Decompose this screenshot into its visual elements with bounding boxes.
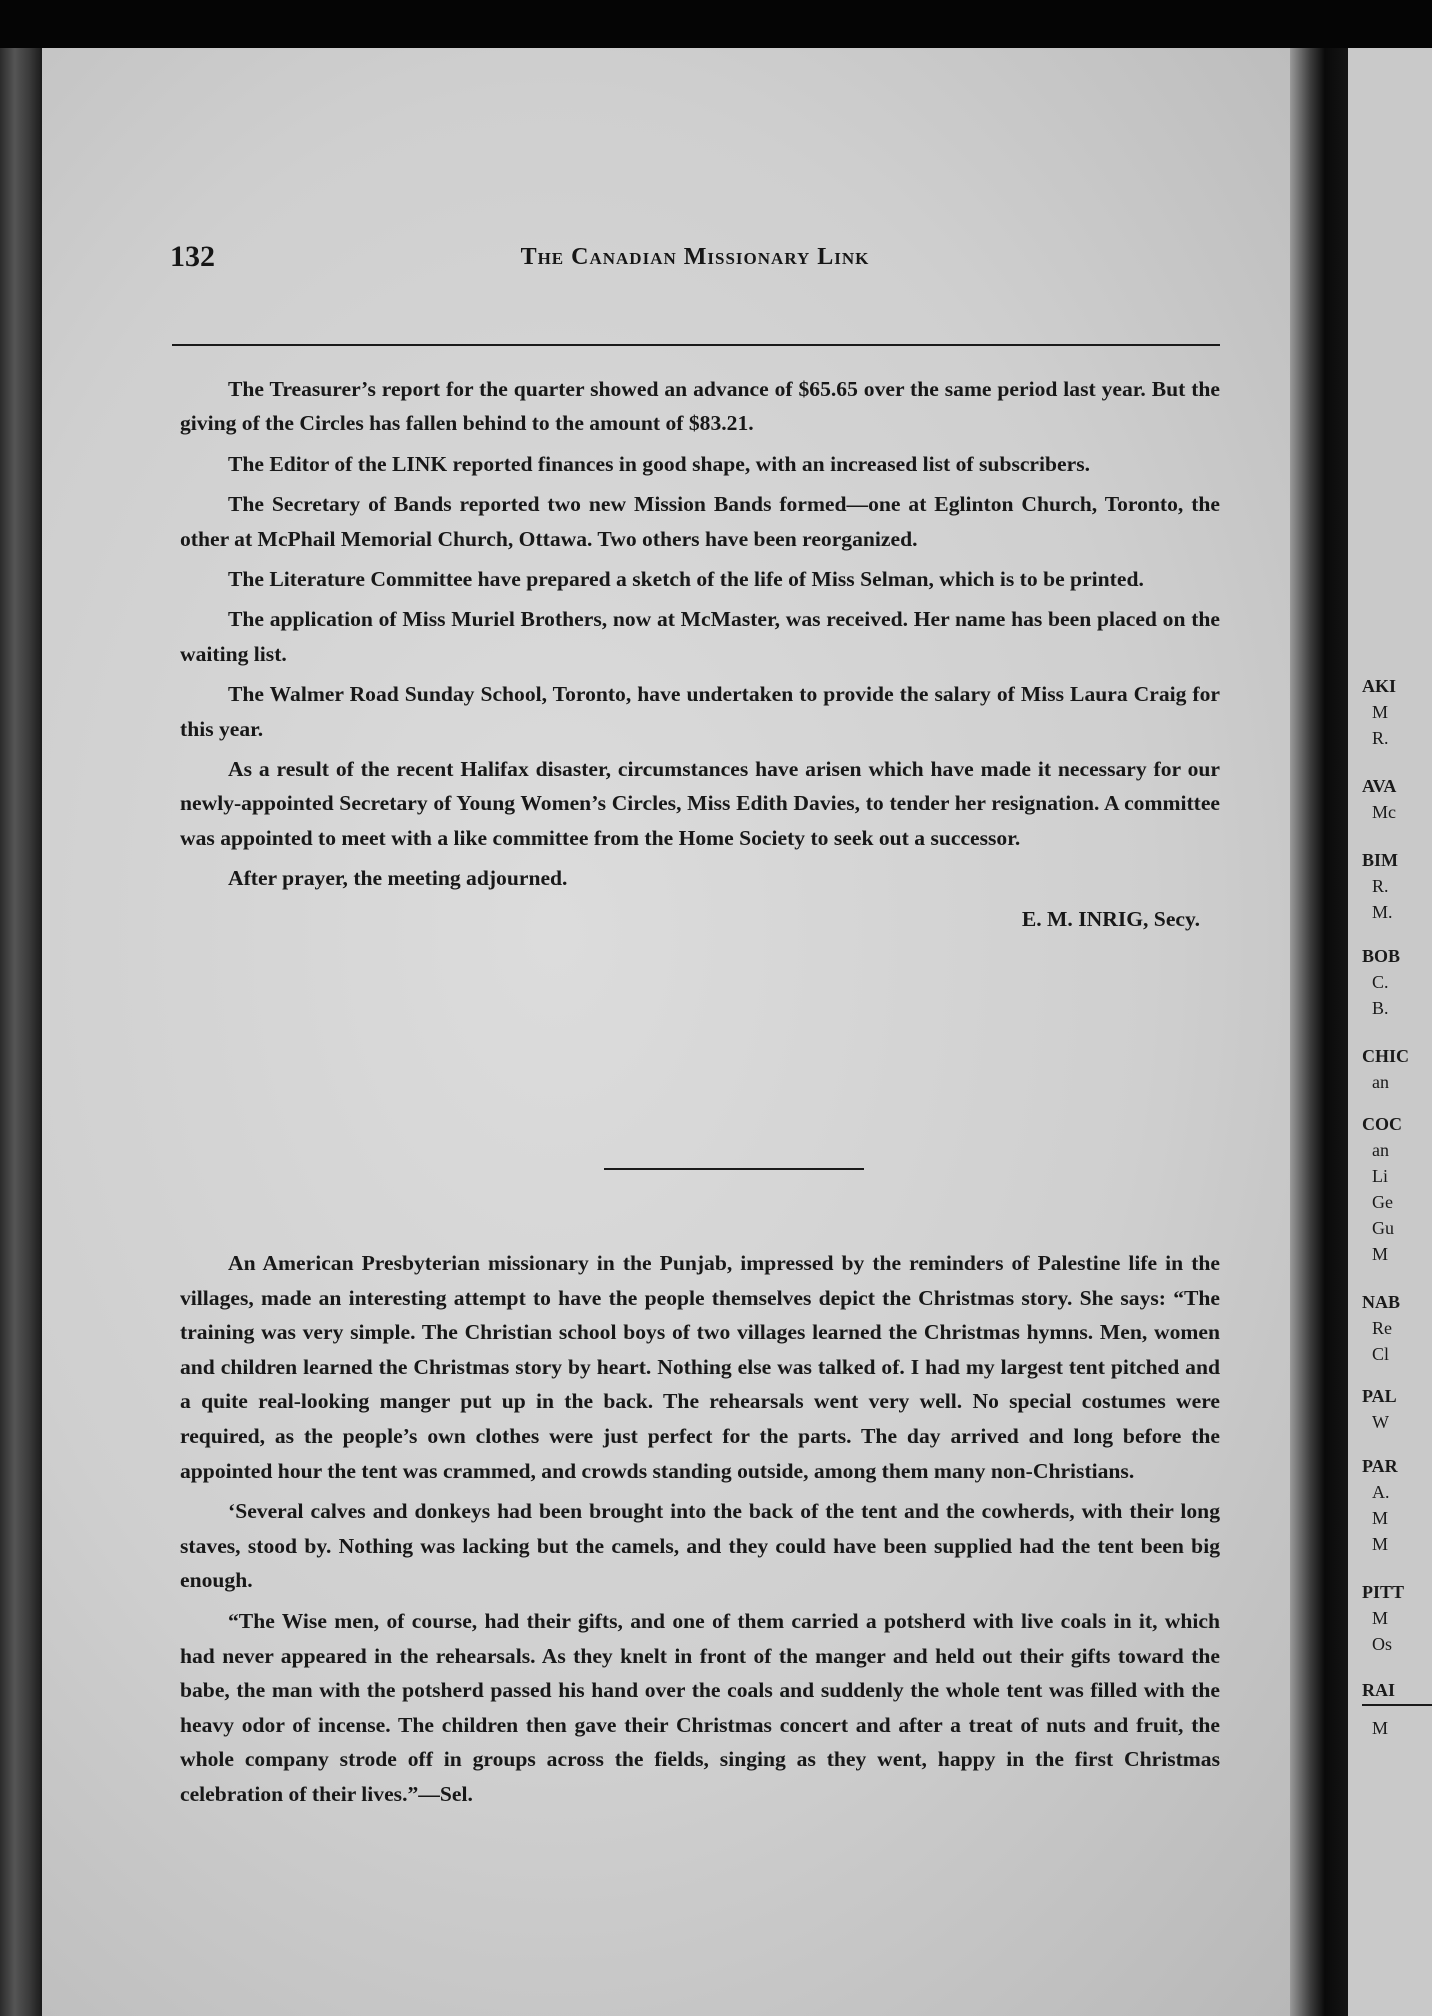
paragraph-treasurer-report: The Treasurer’s report for the quarter showed an advance of $65.65 over the same period last year. But the giving of the Circles has fallen behind to the amount of $83.21. [180, 377, 1220, 436]
fragment: R. [1372, 728, 1389, 748]
fragment: PAR [1362, 1456, 1398, 1476]
fragment: AKI [1362, 676, 1397, 696]
fragment: Re [1372, 1318, 1392, 1338]
adjacent-page-edge [1348, 48, 1432, 2016]
fragment: Cl [1372, 1344, 1390, 1364]
book-spine-edge [0, 48, 42, 2016]
fragment: COC [1362, 1114, 1402, 1134]
fragment: W [1372, 1412, 1389, 1432]
fragment: M [1372, 1608, 1389, 1628]
fragment: BOB [1362, 946, 1401, 966]
fragment: Gu [1372, 1218, 1394, 1238]
page-number: 132 [170, 240, 215, 273]
paragraph-punjab-missionary: An American Presbyterian missionary in the Punjab, impressed by the reminders of Palestine life in the villages, made an interesting attempt to have the people themselves depict the Christmas story. She says: “The training was very simple. The Christian school boys of two villages learned the Christmas hymns. Men, women and children learned the Christmas story by heart. Nothing else was talked of. I had my largest tent pitched and a quite real-looking manger put up in the back. The rehearsals went very well. No special costumes were required, as the people’s own clothes were just perfect for the parts. The day arrived and long before the appointed hour the tent was crammed, and crowds standing outside, among them many non-Christians. [180, 1251, 1220, 1483]
paragraph-bands-report: The Secretary of Bands reported two new Mission Bands formed—one at Eglinton Church, Toronto, the other at McPhail Memorial Church, Ottawa. Two others have been reorganized. [180, 492, 1220, 551]
section-divider [604, 1168, 864, 1170]
running-title: The Canadian Missionary Link [520, 244, 870, 270]
fragment: AVA [1362, 776, 1397, 796]
book-gutter [1290, 48, 1348, 2016]
fragment: Mc [1372, 802, 1396, 822]
fragment: Os [1372, 1634, 1393, 1654]
page-header [170, 240, 1220, 294]
meeting-minutes [180, 372, 1220, 942]
fragment: M [1372, 1718, 1389, 1738]
fragment: C. [1372, 972, 1389, 992]
fragment: PAL [1362, 1386, 1397, 1406]
fragment: Li [1372, 1166, 1388, 1186]
fragment: Ge [1372, 1192, 1393, 1212]
paragraph-calves-donkeys: ‘Several calves and donkeys had been brought into the back of the tent and the cowherds, with their long staves, stood by. Nothing was lacking but the camels, and they could have been supplied had the tent been big enough. [180, 1499, 1220, 1593]
paragraph-adjournment: After prayer, the meeting adjourned. [228, 866, 568, 891]
paragraph-halifax-disaster: As a result of the recent Halifax disaster, circumstances have arisen which have made it necessary for our newly-appointed Secretary of Young Women’s Circles, Miss Edith Davies, to tender her resignation. A committee was appointed to meet with a like committee from the Home Society to seek out a successor. [180, 757, 1220, 850]
signature: E. M. INRIG, Secy. [1021, 906, 1200, 931]
fragment: M [1372, 702, 1389, 722]
fragment: M [1372, 1534, 1389, 1554]
paragraph-literature-committee: The Literature Committee have prepared a sketch of the life of Miss Selman, which is to be printed. [228, 567, 1144, 592]
fragment: an [1372, 1140, 1389, 1160]
fragment: M [1372, 1244, 1389, 1264]
fragment-rule [1362, 1704, 1432, 1706]
fragment: B. [1372, 998, 1389, 1018]
adjacent-page-fragments [1348, 48, 1432, 2016]
scan-top-border [0, 0, 1432, 48]
fragment: A. [1372, 1482, 1390, 1502]
fragment: an [1372, 1072, 1389, 1092]
header-rule [172, 344, 1220, 346]
paragraph-wise-men: “The Wise men, of course, had their gifts, and one of them carried a potsherd with live coals in it, which had never appeared in the rehearsals. As they knelt in front of the manger and held out their gifts toward the babe, the man with the potsherd passed his hand over the coals and suddenly the whole tent was filled with the heavy odor of incense. The children then gave their Christmas concert and after a treat of nuts and fruit, the whole company strode off in groups across the fields, singing as they went, happy in the first Christmas celebration of their lives.”—Sel. [180, 1608, 1220, 1806]
christmas-story-article [180, 1246, 1220, 1818]
fragment: M. [1372, 902, 1393, 922]
fragment: RAI [1362, 1680, 1396, 1700]
fragment: BIM [1362, 850, 1398, 870]
fragment: M [1372, 1508, 1389, 1528]
paragraph-editor-report: The Editor of the LINK reported finances in good shape, with an increased list of subscribers. [228, 451, 1090, 476]
fragment: CHIC [1362, 1046, 1410, 1066]
fragment: NAB [1362, 1292, 1401, 1312]
fragment: PITT [1362, 1582, 1405, 1602]
paragraph-application: The application of Miss Muriel Brothers, now at McMaster, was received. Her name has been placed on the waiting list. [180, 607, 1220, 666]
fragment: R. [1372, 876, 1389, 896]
paragraph-walmer-road: The Walmer Road Sunday School, Toronto, have undertaken to provide the salary of Miss Laura Craig for this year. [180, 682, 1220, 741]
